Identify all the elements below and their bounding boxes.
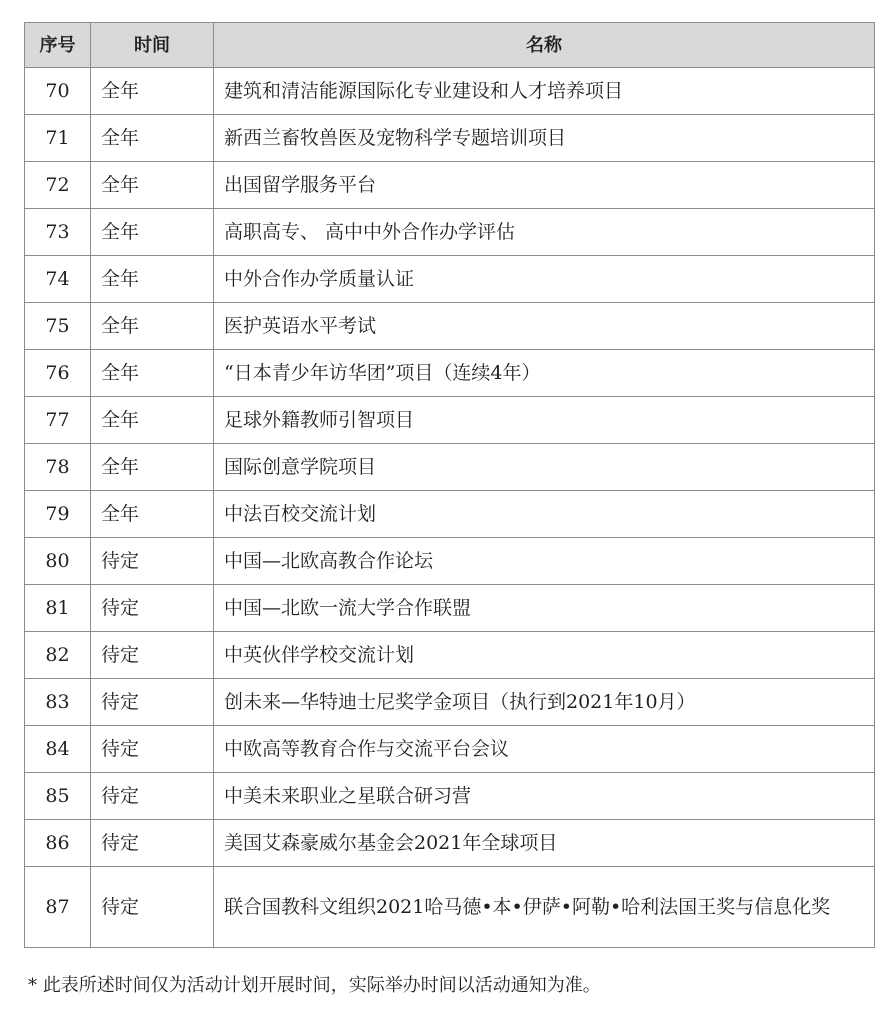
table-row: [25, 585, 875, 632]
cell-name: 中外合作办学质量认证: [214, 256, 875, 303]
header-time: 时间: [91, 23, 214, 68]
cell-name: 中美未来职业之星联合研习营: [214, 773, 875, 820]
table-row: [25, 397, 875, 444]
table-row: [25, 679, 875, 726]
table-row: [25, 303, 875, 350]
table-header: [25, 23, 875, 68]
table-row: [25, 68, 875, 115]
cell-time: 全年: [91, 397, 214, 444]
header-row: [25, 23, 875, 68]
cell-name: 美国艾森豪威尔基金会2021年全球项目: [214, 820, 875, 867]
cell-no: 75: [25, 303, 91, 350]
table-row: [25, 162, 875, 209]
header-name: 名称: [214, 23, 875, 68]
cell-time: 全年: [91, 491, 214, 538]
cell-name: 国际创意学院项目: [214, 444, 875, 491]
cell-time: 全年: [91, 68, 214, 115]
table-row: [25, 726, 875, 773]
cell-no: 85: [25, 773, 91, 820]
cell-time: 待定: [91, 679, 214, 726]
table-row: [25, 773, 875, 820]
cell-time: 全年: [91, 115, 214, 162]
activity-table: [24, 22, 875, 948]
cell-no: 87: [25, 867, 91, 948]
cell-name: “日本青少年访华团”项目（连续4年）: [214, 350, 875, 397]
table-row: [25, 115, 875, 162]
cell-no: 81: [25, 585, 91, 632]
table-row: [25, 209, 875, 256]
cell-no: 71: [25, 115, 91, 162]
footnote: * 此表所述时间仅为活动计划开展时间，实际举办时间以活动通知为准。: [28, 975, 601, 996]
cell-time: 待定: [91, 726, 214, 773]
cell-time: 全年: [91, 209, 214, 256]
table-row: [25, 491, 875, 538]
cell-name: 中英伙伴学校交流计划: [214, 632, 875, 679]
cell-no: 72: [25, 162, 91, 209]
table-row: [25, 538, 875, 585]
table-row: [25, 820, 875, 867]
cell-time: 待定: [91, 585, 214, 632]
cell-no: 74: [25, 256, 91, 303]
table-row: [25, 632, 875, 679]
document-page: [24, 22, 874, 998]
cell-name: 高职高专、 高中中外合作办学评估: [214, 209, 875, 256]
cell-time: 全年: [91, 350, 214, 397]
table-row: [25, 444, 875, 491]
table-body: [25, 68, 875, 948]
cell-no: 79: [25, 491, 91, 538]
cell-no: 86: [25, 820, 91, 867]
cell-name: 医护英语水平考试: [214, 303, 875, 350]
header-no: 序号: [25, 23, 91, 68]
cell-no: 82: [25, 632, 91, 679]
cell-time: 全年: [91, 303, 214, 350]
cell-no: 73: [25, 209, 91, 256]
cell-no: 70: [25, 68, 91, 115]
cell-time: 待定: [91, 773, 214, 820]
cell-time: 待定: [91, 632, 214, 679]
cell-no: 78: [25, 444, 91, 491]
cell-name: 足球外籍教师引智项目: [214, 397, 875, 444]
cell-time: 全年: [91, 162, 214, 209]
cell-name: 出国留学服务平台: [214, 162, 875, 209]
cell-name: 建筑和清洁能源国际化专业建设和人才培养项目: [214, 68, 875, 115]
cell-name: 新西兰畜牧兽医及宠物科学专题培训项目: [214, 115, 875, 162]
cell-name: 中欧高等教育合作与交流平台会议: [214, 726, 875, 773]
cell-time: 待定: [91, 538, 214, 585]
cell-time: 待定: [91, 820, 214, 867]
cell-no: 83: [25, 679, 91, 726]
cell-name: 联合国教科文组织2021哈马德•本•伊萨•阿勒•哈利法国王奖与信息化奖: [214, 867, 875, 948]
cell-name: 创未来—华特迪士尼奖学金项目（执行到2021年10月）: [214, 679, 875, 726]
cell-time: 待定: [91, 867, 214, 948]
cell-no: 80: [25, 538, 91, 585]
cell-no: 77: [25, 397, 91, 444]
cell-time: 全年: [91, 256, 214, 303]
cell-name: 中法百校交流计划: [214, 491, 875, 538]
cell-time: 全年: [91, 444, 214, 491]
cell-name: 中国—北欧高教合作论坛: [214, 538, 875, 585]
cell-no: 84: [25, 726, 91, 773]
table-row: [25, 256, 875, 303]
cell-no: 76: [25, 350, 91, 397]
table-row: [25, 350, 875, 397]
table-row: [25, 867, 875, 948]
cell-name: 中国—北欧一流大学合作联盟: [214, 585, 875, 632]
